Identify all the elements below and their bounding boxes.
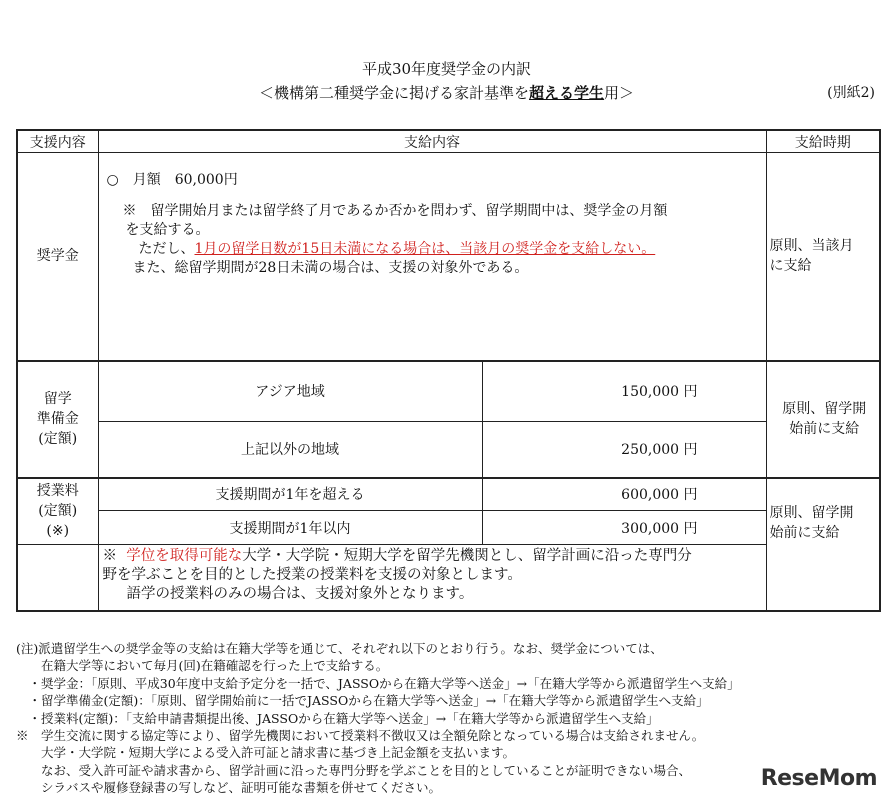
- preparation-timing-1: 原則、留学開: [782, 401, 867, 417]
- footnote-line: ・奨学金：「原則、平成30年度中支給予定分を一括で、JASSOから在籍大学等へ送金」→「在籍大学等から派遣留学生へ支給」: [16, 675, 740, 691]
- tuition-note-row: [17, 545, 880, 611]
- tuition-timing-1: 原則、留学開: [769, 504, 854, 521]
- scholarship-note-3: [109, 240, 766, 259]
- subtitle-post: 用＞: [604, 84, 635, 102]
- tuition-amount: 300,000 円: [482, 511, 766, 545]
- preparation-label: [17, 361, 98, 478]
- scholarship-note-1: ※ 留学開始月または留学終了月であるか否かを問わず、留学期間中は、奨学金の月額: [122, 203, 668, 219]
- scholarship-monthly: ○ 月額 60,000円: [106, 172, 238, 188]
- scholarship-timing-2: に支給: [769, 258, 812, 275]
- tuition-row-2: [17, 511, 880, 545]
- preparation-timing: [766, 361, 880, 478]
- page-subtitle: [0, 82, 893, 103]
- attachment-label: (別紙2): [827, 85, 875, 101]
- preparation-region: アジア地域: [98, 361, 482, 422]
- scholarship-label: 奨学金: [17, 153, 98, 361]
- scholarship-note-3-warning: 1月の留学日数が15日未満になる場合は、当該月の奨学金を支給しない。: [194, 241, 656, 257]
- scholarship-note-2: を支給する。: [125, 222, 210, 238]
- tuition-timing: [766, 478, 880, 611]
- tuition-period: 支援期間が1年を超える: [98, 478, 482, 511]
- tuition-note-degree: 学位を取得可能な: [126, 548, 243, 564]
- footnote-line: (注)派遣留学生への奨学金等の支給は在籍大学等を通じて、それぞれ以下のとおり行う。なお、奨学金については、: [16, 641, 663, 656]
- tuition-label: [17, 478, 98, 545]
- preparation-label-3: (定額): [38, 431, 78, 447]
- subtitle-pre: ＜機構第二種奨学金に掲げる家計基準を: [258, 84, 529, 102]
- subtitle-emphasis: 超える学生: [528, 84, 604, 102]
- preparation-label-1: 留学: [43, 391, 72, 407]
- header-content: 支給内容: [98, 130, 766, 153]
- scholarship-table: [16, 129, 881, 612]
- footnote-line: 在籍大学等において毎月(回)在籍確認を行った上で支給する。: [16, 658, 389, 674]
- footnote-line: なお、受入許可証や請求書から、留学計画に沿った専門分野を学ぶことを目的としていることが証明できない場合、: [16, 762, 692, 778]
- header-category: 支援内容: [17, 130, 98, 153]
- tuition-period: 支援期間が1年以内: [98, 511, 482, 545]
- footnote-line: ・留学準備金(定額)：「原則、留学開始前に一括でJASSOから在籍大学等へ送金」→「在籍大学等から派遣留学生へ支給」: [16, 693, 709, 709]
- tuition-label-1: 授業料: [36, 483, 79, 500]
- scholarship-row: [17, 153, 880, 361]
- footnotes: [16, 640, 886, 797]
- footnote-line: シラバスや履修登録書の写しなど、証明可能な書類を併せてください。: [16, 780, 442, 796]
- tuition-amount: 600,000 円: [482, 478, 766, 511]
- footnote-line: ・授業料(定額)：「支給申請書類提出後、JASSOから在籍大学等へ送金」→「在籍大学等から派遣留学生へ支給」: [16, 710, 659, 726]
- tuition-note-mark: ※: [102, 548, 117, 564]
- tuition-label-3: (※): [46, 523, 70, 540]
- preparation-row-2: [17, 422, 880, 478]
- tuition-row-1: [17, 478, 880, 511]
- scholarship-note-3-pre: ただし、: [138, 241, 195, 257]
- tuition-note-3: 語学の授業料のみの場合は、支援対象外となります。: [126, 586, 474, 602]
- preparation-amount: 250,000 円: [482, 422, 766, 478]
- preparation-timing-2: 始前に支給: [789, 421, 860, 437]
- tuition-note-2: 野を学ぶことを目的とした授業の授業料を支援の対象とします。: [102, 567, 522, 583]
- scholarship-timing-1: 原則、当該月: [769, 238, 854, 255]
- preparation-amount: 150,000 円: [482, 361, 766, 422]
- preparation-region: 上記以外の地域: [98, 422, 482, 478]
- scholarship-note-4: また、総留学期間が28日未満の場合は、支援の対象外である。: [132, 260, 529, 276]
- tuition-note-1: [103, 547, 766, 566]
- footnote-line: ※ 学生交流に関する協定等により、留学先機関において授業料不徴収又は全額免除となっている場合は支給されません。: [16, 728, 705, 744]
- tuition-label-2: (定額): [38, 503, 78, 520]
- scholarship-content: [98, 153, 766, 361]
- preparation-row-1: [17, 361, 880, 422]
- scholarship-timing: [766, 153, 880, 361]
- page-title: 平成30年度奨学金の内訳: [361, 60, 532, 78]
- resemom-logo: ReseMom: [760, 766, 877, 791]
- header-timing: 支給時期: [766, 130, 880, 153]
- tuition-timing-2: 始前に支給: [769, 524, 840, 541]
- tuition-note: [98, 545, 766, 611]
- preparation-label-2: 準備金: [36, 411, 79, 427]
- tuition-note-1-post: 大学・大学院・短期大学を留学先機関とし、留学計画に沿った専門分: [242, 548, 692, 564]
- footnote-line: 大学・大学院・短期大学による受入許可証と請求書に基づき上記金額を支払います。: [16, 745, 516, 761]
- table-header-row: [17, 130, 880, 153]
